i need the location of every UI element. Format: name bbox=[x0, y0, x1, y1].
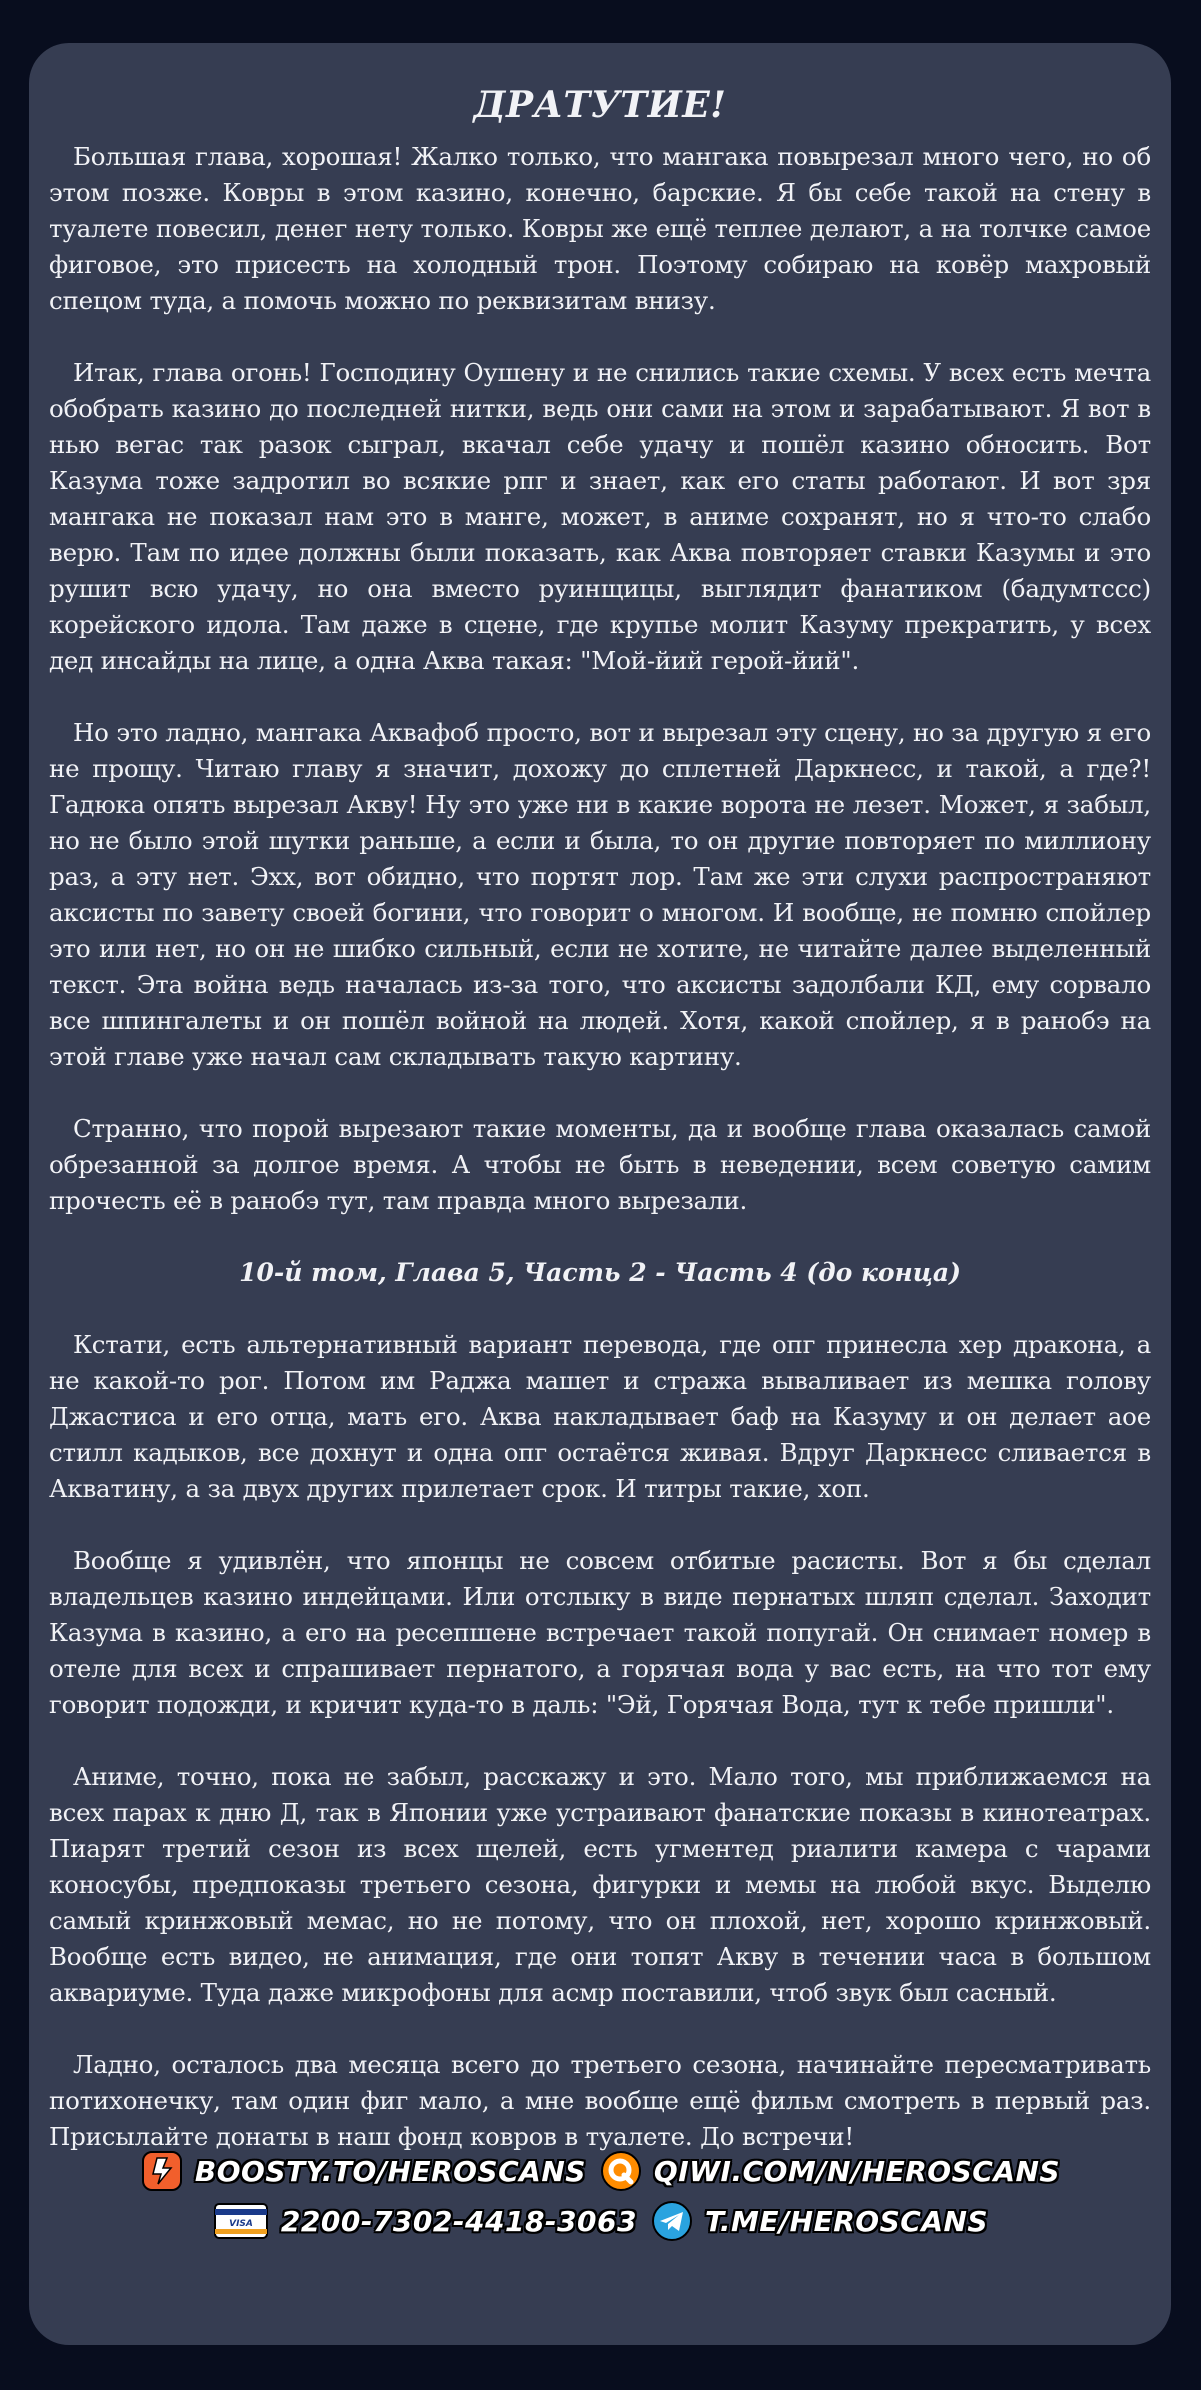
card-brand-label: VISA bbox=[229, 2219, 253, 2229]
card-number-text: 2200-7302-4418-3063 bbox=[280, 2204, 637, 2238]
qiwi-icon bbox=[600, 2150, 642, 2192]
paragraph: Итак, глава огонь! Господину Оушену и не снились такие схемы. У всех есть мечта обобрать казино до последней нитки, ведь они сами на этом и зарабатывают. Я вот в нью вегас так разок сыграл, вкачал себе удачу и пошёл казино обносить. Вот Казума тоже задротил во всякие рпг и знает, как его статы работают. И вот зря мангака не показал нам это в манге, может, в аниме сохранят, но я что-то слабо верю. Там по идее должны были показать, как Аква повторяет ставки Казумы и это рушит всю удачу, но она вместо руинщицы, выглядит фанатиком (бадумтссс) корейского идола. Там даже в сцене, где крупье молит Казуму прекратить, у всех дед инсайды на лице, а одна Аква такая: "Мой-йий герой-йий". bbox=[49, 358, 1151, 675]
paragraph: Ладно, осталось два месяца всего до третьего сезона, начинайте пересматривать потихонечку, там один фиг мало, а мне вообще ещё фильм смотреть в первый раз. Присылайте донаты в наш фонд ковров в туалете. До встречи! bbox=[49, 2050, 1151, 2151]
paragraph: Аниме, точно, пока не забыл, расскажу и это. Мало того, мы приближаемся на всех парах к дню Д, так в Японии уже устраивают фанатские показы в кинотеатрах. Пиарят третий сезон из всех щелей, есть угментед риалити камера с чарами коносубы, предпоказы третьего сезона, фигурки и мемы на любой вкус. Выделю самый кринжовый мемас, но не потому, что он плохой, нет, хорошо кринжовый. Вообще есть видео, не анимация, где они топят Акву в течении часа в большом аквариуме. Туда даже микрофоны для асмр поставили, чтоб звук был сасный. bbox=[49, 1762, 1151, 2007]
boosty-link[interactable] bbox=[141, 2150, 586, 2192]
paragraph: Большая глава, хорошая! Жалко только, что мангака повырезал много чего, но об этом позже. Ковры в этом казино, конечно, барские. Я бы себе такой на стену в туалете повесил, денег нету только. Ковры же ещё теплее делают, а на толчке самое фиговое, это присесть на холодный трон. Поэтому собираю на ковёр махровый спецом туда, а помочь можно по реквизитам внизу. bbox=[49, 142, 1151, 315]
donation-links bbox=[0, 2150, 1201, 2242]
paragraph: Кстати, есть альтернативный вариант перевода, где опг принесла хер дракона, а не какой-то рог. Потом им Раджа машет и стража вываливает из мешка голову Джастиса и его отца, мать его. Аква накладывает баф на Казуму и он делает аое стилл кадыков, все дохнут и одна опг остаётся живая. Вдруг Даркнесс сливается в Акватину, а за двух других прилетает срок. И титры такие, хоп. bbox=[49, 1330, 1151, 1503]
qiwi-link-text: QIWI.COM/N/HEROSCANS bbox=[653, 2154, 1061, 2188]
page-title: ДРАТУТИЕ! bbox=[473, 84, 727, 126]
paragraph: Странно, что порой вырезают такие моменты, да и вообще глава оказалась самой обрезанной за долгое время. А чтобы не быть в неведении, всем советую самим прочесть её в ранобэ тут, там правда много вырезали. bbox=[49, 1114, 1151, 1215]
qiwi-link[interactable] bbox=[600, 2150, 1060, 2192]
volume-chapter-link[interactable]: 10-й том, Глава 5, Часть 2 - Часть 4 (до конца) bbox=[239, 1258, 961, 1287]
telegram-link[interactable] bbox=[651, 2200, 988, 2242]
paragraph: Но это ладно, мангака Аквафоб просто, вот и вырезал эту сцену, но за другую я его не прощу. Читаю главу я значит, дохожу до сплетней Даркнесс, и такой, а где?! Гадюка опять вырезал Акву! Ну это уже ни в какие ворота не лезет. Может, я забыл, но не было этой шутки раньше, а если и была, то он другие повторяет по миллиону раз, а эту нет. Эхх, вот обидно, что портят лор. Там же эти слухи распространяют аксисты по завету своей богини, что говорит о многом. И вообще, не помню спойлер это или нет, но он не шибко сильный, если не хотите, не читайте далее выделенный текст. Эта война ведь началась из-за того, что аксисты задолбали КД, ему сорвало все шпингалеты и он пошёл войной на людей. Хотя, какой спойлер, я в ранобэ на этой главе уже начал сам складывать такую картину. bbox=[49, 718, 1151, 1071]
telegram-icon bbox=[651, 2200, 693, 2242]
paragraph: Вообще я удивлён, что японцы не совсем отбитые расисты. Вот я бы сделал владельцев казино индейцами. Или отслыку в виде пернатых шляп сделал. Заходит Казума в казино, а его на ресепшене встречает такой попугай. Он снимает номер в отеле для всех и спрашивает пернатого, а горячая вода у вас есть, на что тот ему говорит подожди, и кричит куда-то в даль: "Эй, Горячая Вода, тут к тебе пришли". bbox=[49, 1546, 1151, 1719]
telegram-link-text: T.ME/HEROSCANS bbox=[704, 2204, 989, 2238]
boosty-link-text: BOOSTY.TO/HEROSCANS bbox=[194, 2154, 586, 2188]
links-row-bottom bbox=[213, 2200, 988, 2242]
content-card bbox=[29, 43, 1171, 2345]
visa-card-icon bbox=[213, 2202, 269, 2240]
card-number[interactable] bbox=[213, 2202, 637, 2240]
boosty-icon bbox=[141, 2150, 183, 2192]
links-row-top bbox=[141, 2150, 1060, 2192]
